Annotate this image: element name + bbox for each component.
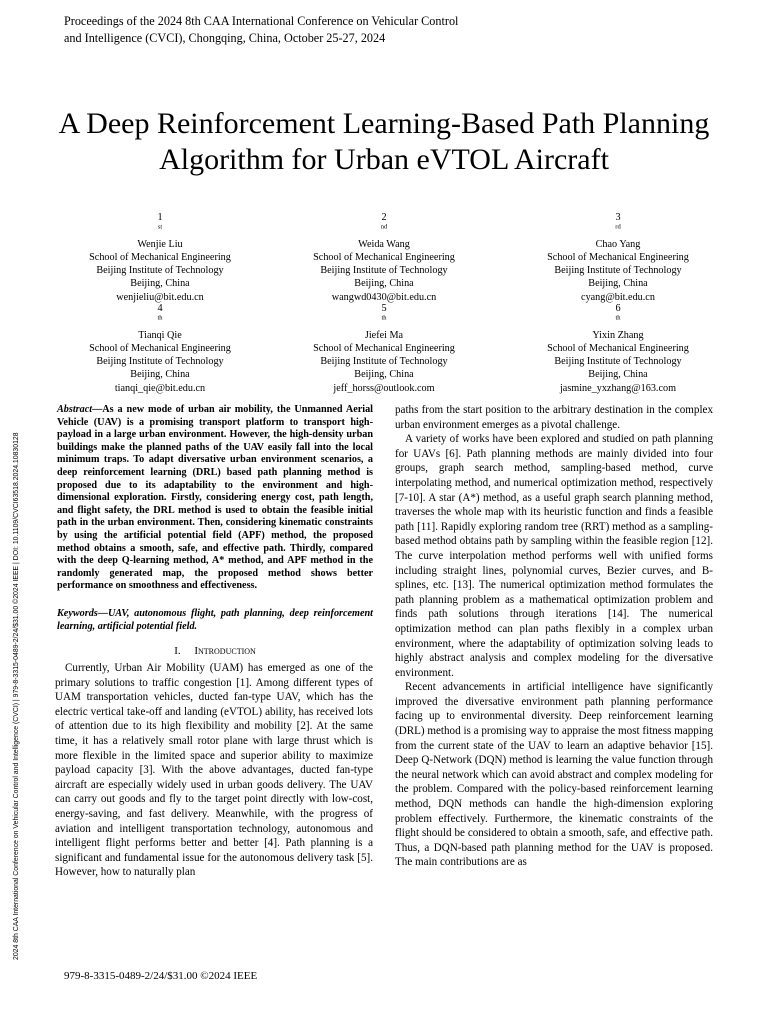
author-institution: Beijing Institute of Technology	[554, 265, 682, 277]
author-dept: School of Mechanical Engineering	[89, 342, 231, 354]
proceedings-header	[64, 13, 524, 47]
abstract	[57, 404, 373, 593]
author-email: tianqi_qie@bit.edu.cn	[114, 382, 206, 394]
section-heading	[57, 645, 373, 657]
author-institution: Beijing Institute of Technology	[96, 356, 224, 368]
title-line-2: Algorithm for Urban eVTOL Aircraft	[159, 143, 609, 176]
author-dept: School of Mechanical Engineering	[89, 251, 231, 263]
author-dept: School of Mechanical Engineering	[547, 342, 689, 354]
author-name: 6 $^{th}$ Yixin Zhang	[592, 303, 644, 341]
author-email: jeff_horss@outlook.com	[333, 382, 435, 394]
author-institution: Beijing Institute of Technology	[96, 265, 224, 277]
doi-sidebar	[7, 270, 31, 960]
paper-title	[40, 106, 728, 178]
author-email: jasmine_yxzhang@163.com	[559, 382, 677, 394]
author-location: Beijing, China	[354, 369, 414, 381]
author-institution: Beijing Institute of Technology	[320, 356, 448, 368]
title-line-1: A Deep Reinforcement Learning-Based Path Planning	[58, 107, 710, 140]
left-column	[55, 661, 373, 880]
author-dept: School of Mechanical Engineering	[547, 251, 689, 263]
doi-sidebar-text: 2024 8th CAA International Conference on Vehicular Control and Intelligence (CVCI) | 979-8-3315-0489-2/24/$31.00 ©2024 IEEE | DOI: 10.1109/CVCI63518.2024.10830128	[13, 432, 20, 960]
body-paragraph: Recent advancements in artificial intelligence have significantly improved the diversative environment path planning performance facing up to environmental diversity. Deep reinforcement learning (DRL) method is a promising way to appraise the most fitness mapping from the current state of the UAV to learn an adaptive behavior [15]. Deep Q-Network (DQN) method is learning the value function through the neural network which can avoid abstract and complex modeling for the problem. Compared with the policy-based reinforcement learning method, DQN methods can handle the high-dimension exploring problem effectively. Furthermore, the kinematic constraints of the flight should be considered to obtain a smooth, safe, and effective path. Thus, a DQN-based path planning method for the UAV is proposed. The main contributions are as	[395, 681, 713, 869]
author-block-3	[508, 211, 728, 304]
author-location: Beijing, China	[130, 278, 190, 290]
header-line-2: and Intelligence (CVCI), Chongqing, China, October 25-27, 2024	[64, 31, 386, 45]
header-line-1: Proceedings of the 2024 8th CAA International Conference on Vehicular Control	[64, 14, 459, 28]
body-paragraph: paths from the start position to the arbitrary destination in the complex urban environment emerges as a pivotal challenge.	[395, 404, 713, 431]
author-location: Beijing, China	[588, 369, 648, 381]
right-column	[395, 403, 713, 870]
author-name: 1 $^{st}$ Wenjie Liu	[137, 212, 183, 250]
author-name: 2 $^{nd}$ Weida Wang	[358, 212, 410, 250]
author-block-1	[50, 211, 270, 304]
author-block-2	[274, 211, 494, 304]
section-title: Introduction	[194, 645, 256, 657]
author-name: 3 $^{rd}$ Chao Yang	[595, 212, 641, 250]
author-dept: School of Mechanical Engineering	[313, 251, 455, 263]
author-institution: Beijing Institute of Technology	[554, 356, 682, 368]
section-number: I.	[174, 645, 181, 657]
body-paragraph: A variety of works have been explored and studied on path planning for UAVs [6]. Path planning methods are mainly divided into four groups, graph search method, sampling-based method, curve interpolating method, and numerical optimization method, respectively [7-10]. A star (A*) method, as a useful graph search planning method, traverses the whole map with its heuristic function and finds a feasible path [11]. Rapidly exploring random tree (RRT) method as a sampling-based method obtains path by sampling within the feasible region [12]. The curve interpolation method performs well with unified forms including straight lines, polynomial curves, Bezier curves, and B-splines, etc. [13]. The numerical optimization method formulates the path planning problem as a mathematical optimization problem and finds path solutions through iterations [14]. The numerical optimization method can plan paths flexibly in a complex urban environment, where the adaptability of optimization solving leads to highly abstract analysis and complex modeling for the diversative environment.	[395, 433, 713, 679]
author-block-5	[274, 302, 494, 395]
author-email: wangwd0430@bit.edu.cn	[331, 291, 437, 303]
author-institution: Beijing Institute of Technology	[320, 265, 448, 277]
author-email: wenjieliu@bit.edu.cn	[116, 291, 204, 303]
abstract-label: Abstract	[57, 404, 93, 415]
author-email: cyang@bit.edu.cn	[581, 291, 655, 303]
abstract-text: —As a new mode of urban air mobility, the Unmanned Aerial Vehicle (UAV) is a promising transport platform to transport high-payload in a large urban environment. However, the high-density urban buildings make the planned paths of the UAV easily fall into the local minimum traps. To adapt diversative urban environment scenarios, a deep reinforcement learning (DRL) based path planning method is proposed due to its adaptability to the environment and high-dimensional exploration. Firstly, considering energy cost, path length, and flight safety, the DRL method is used to obtain the feasible initial path in the urban environment. Then, considering kinematic constraints by using the artificial potential field (APF) method, the proposed method obtains a smooth, safe, and effective path. Thirdly, compared with the deep Q-learning method, A* method, and APF method in the randomly generated map, the proposed method shows better performance on smoothness and effectiveness.	[57, 404, 373, 592]
author-location: Beijing, China	[354, 278, 414, 290]
author-block-6	[508, 302, 728, 395]
author-name: 4 $^{th}$ Tianqi Qie	[138, 303, 182, 341]
author-dept: School of Mechanical Engineering	[313, 342, 455, 354]
author-location: Beijing, China	[588, 278, 648, 290]
body-paragraph: Currently, Urban Air Mobility (UAM) has emerged as one of the primary solutions to traffic congestion [1]. Among different types of UAM transportation vehicles, ducted fan-type UAV, which has the electric vertical take-off and landing (eVTOL) ability, has received lots of attention due to its high flexibility and mobility [2]. At the same time, it has a relatively small rotor plane with large thrust which is more flexible in the limited space and superior ability to maximize payload capacity [3]. With the above advantages, ducted fan-type aircraft are especially widely used in urban goods delivery. The UAV can carry out goods and fly to the target point directly with low-cost, energy-saving, and fast delivery. Meanwhile, with the progress of aviation and intelligent transportation technology, autonomous and intelligent flight performs better and better [4]. Path planning is a significant and fundamental issue for the autonomous delivery task [5]. However, how to naturally plan	[55, 662, 373, 879]
author-block-4	[50, 302, 270, 395]
copyright-footer: 979-8-3315-0489-2/24/$31.00 ©2024 IEEE	[64, 970, 258, 982]
keywords: Keywords—UAV, autonomous flight, path planning, deep reinforcement learning, artificial potential field.	[57, 608, 373, 632]
author-name: 5 $^{th}$ Jiefei Ma	[364, 303, 404, 341]
author-location: Beijing, China	[130, 369, 190, 381]
